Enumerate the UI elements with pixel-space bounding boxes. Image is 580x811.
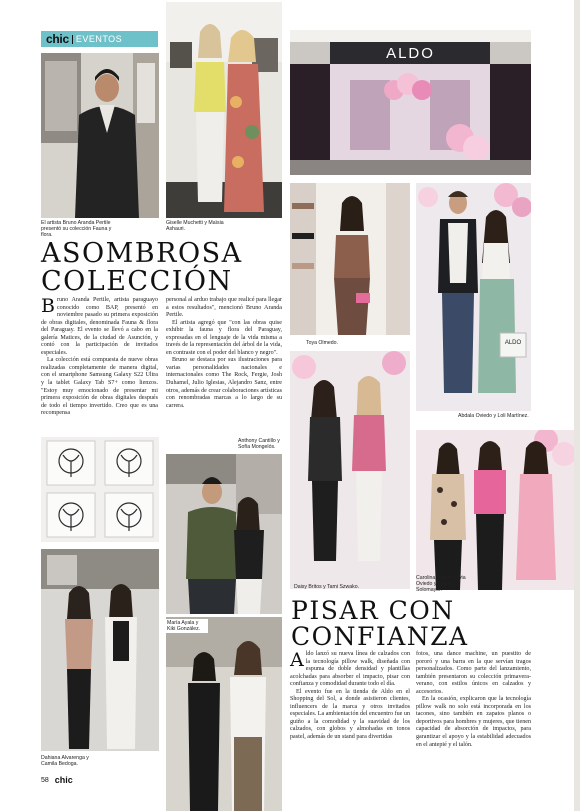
article1-paragraph-3: personal al arduo trabajo que realicé para llegar a estos resultados", mencionó Bruno Aranda Pertile. — [166, 297, 282, 319]
headline2-line-1: PISAR CON — [291, 596, 455, 625]
photo-aldo-store — [290, 30, 531, 175]
headline-asombrosa — [41, 240, 243, 295]
article1-paragraph-4: El artista agregó que "con las obras quise exhibir la fauna y flora del Paraguay, expresadas en el lenguaje de la vida misma a través de la representación del árbol de la vida, en contraste con el poder del blanco y negro". — [166, 319, 282, 356]
page-footer — [41, 775, 73, 785]
caption-carolina: Carolina Wiliks, Silvia Oviedo y Leyla Solomayor. — [416, 575, 466, 594]
photo-maria-kiki — [166, 617, 282, 811]
photo-bruno — [41, 53, 159, 218]
article1-paragraph-1: runo Aranda Pertile, artista paraguayo conocido como BAP, presentó en noviembre pasado su primera exposición de obras digitales, denominada Fauna & flora del Paraguay. El evento se llevó a cabo en la galería Matices, de la ciudad de Asunción, y contó con la participación de invitados especiales. — [41, 297, 158, 356]
section-tag — [41, 31, 158, 47]
caption-maria: María Ayala y Kiki González. — [166, 619, 208, 633]
caption-toya: Toya Olmedo. — [306, 340, 339, 346]
headline2-line-2: CONFIANZA — [291, 622, 469, 651]
photo-anthony-sofia — [166, 454, 282, 614]
article1-column-1 — [41, 297, 158, 418]
caption-bruno: El artista Bruno Aranda Pertile presentó su colección Fauna y flora. — [41, 220, 112, 239]
magazine-logo: chic — [46, 32, 69, 46]
footer-brand: chic — [54, 775, 73, 785]
article2-paragraph-2: El evento fue en la tienda de Aldo en el Shopping del Sol, a donde asistieron clientes, influencers de la marca y otros invitados especiales. La ambientación del encuentro fue un guiño a la comodidad y la suavidad de los calzados, con globos y almohadas en tonos pastel, además de un stand para divertidas — [290, 688, 410, 741]
caption-graciela: Giselle Muchetti y Maïsia Ashauri. — [166, 220, 224, 233]
article1-paragraph-5: Bruno se destaca por sus ilustraciones para varias personalidades nacionales e internacionales como The Rock, Fergie, Josh Duhamel, Julio Iglesias, Alejandro Sanz, entre otros, además de crear colaboraciones artísticas con renombradas marcas a lo largo de su carrera. — [166, 357, 282, 409]
article2-paragraph-1: ldo lanzó su nueva línea de calzados con la tecnología pillow walk, diseñada con espuma de doble densidad y plantillas acolchadas para absorber el impacto, pisar con confianza y comodidad durante todo el día. — [290, 651, 410, 688]
photo-guests-top — [166, 2, 282, 218]
headline-pisar — [291, 598, 469, 649]
caption-abdala: Abdala Oviedo y Loli Martínez. — [458, 413, 529, 419]
photo-abdala-loli — [416, 183, 531, 411]
article1-paragraph-2: La colección está compuesta de nueve obras realizadas completamente de manera digital, con el smartphone Samsung Galaxy S22 Ultra y la tablet Galaxy Tab S7+ como lienzos. "Estoy muy emocionado de presentar mi primera exposición de obras digitales después de todo el tiempo invertido. Creo que es una recompensa — [41, 357, 158, 417]
shopping-bag-text: ALDO — [504, 340, 522, 346]
section-name: EVENTOS — [75, 34, 123, 44]
article2-paragraph-3: fotos, una dance machine, un puestito de pororó y una barra en la que servían tragos personalizados. Como parte del lanzamiento, también presentaron su colección primavera-verano, con estilos únicos en calzados y accesorios. — [416, 651, 531, 695]
photo-carolina-silvia-leyla — [416, 430, 574, 590]
photo-artworks — [41, 437, 159, 542]
photo-toya — [290, 183, 410, 335]
headline-line-1: ASOMBROSA — [41, 238, 243, 269]
article1-column-2 — [166, 297, 282, 410]
caption-daisy: Daisy Britos y Tami Szwako. — [294, 584, 360, 590]
dropcap-b: B — [41, 295, 55, 317]
photo-daisy-tami — [290, 351, 410, 589]
tag-divider — [72, 35, 73, 44]
caption-dahiana: Dahiana Alvarenga y Camila Bedoga. — [41, 755, 89, 768]
page-number: 58 — [41, 776, 49, 784]
article2-paragraph-4: En la ocasión, explicaron que la tecnología pillow walk no solo está incorporada en los tacones, sino también en zapatos planos o deportivos para hombres y mujeres, que tienen capacidad de absorción de impactos, para garantizar el apoyo y la estabilidad adecuados en el antepié y el talón. — [416, 696, 531, 748]
article2-column-2 — [416, 651, 531, 749]
caption-anthony: Anthony Cantillo y Sofía Mongelós. — [238, 438, 280, 451]
photo-dahiana-camila — [41, 549, 159, 751]
headline-line-2: COLECCIÓN — [41, 266, 233, 297]
adjacent-page-edge — [574, 0, 580, 811]
dropcap-a: A — [290, 649, 304, 671]
article2-column-1 — [290, 651, 410, 742]
store-sign: ALDO — [386, 44, 435, 62]
